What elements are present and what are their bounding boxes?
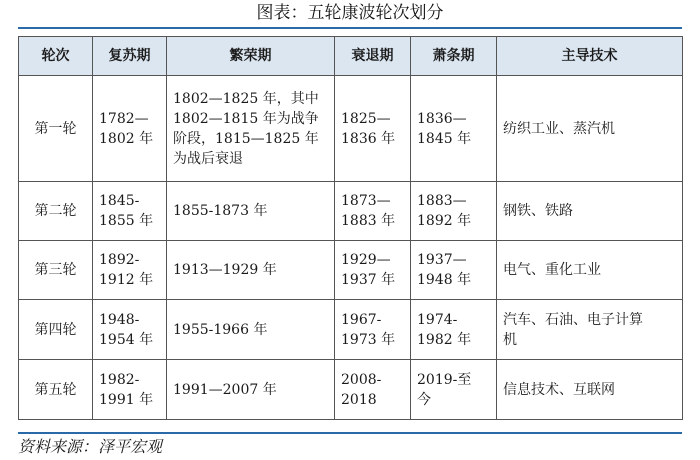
cell-leading-tech: 电气、重化工业 bbox=[497, 241, 683, 300]
cell-prosperity: 1955-1966 年 bbox=[167, 300, 335, 360]
table-row bbox=[19, 76, 683, 182]
header-recovery: 复苏期 bbox=[93, 37, 167, 76]
table-row bbox=[19, 241, 683, 300]
cell-leading-tech: 信息技术、互联网 bbox=[497, 360, 683, 420]
cell-leading-tech: 汽车、石油、电子计算 机 bbox=[497, 300, 683, 360]
cell-leading-tech: 纺织工业、蒸汽机 bbox=[497, 76, 683, 182]
cell-recovery: 1948- 1954 年 bbox=[93, 300, 167, 360]
header-leading-tech: 主导技术 bbox=[497, 37, 683, 76]
cell-recovery: 1892- 1912 年 bbox=[93, 241, 167, 300]
cell-recession: 1873— 1883 年 bbox=[335, 182, 411, 241]
source-note: 资料来源：泽平宏观 bbox=[18, 437, 163, 456]
cell-recovery: 1782— 1802 年 bbox=[93, 76, 167, 182]
cell-depression: 1883— 1892 年 bbox=[411, 182, 497, 241]
cell-recession: 2008- 2018 bbox=[335, 360, 411, 420]
cell-recession: 1967- 1973 年 bbox=[335, 300, 411, 360]
top-rule bbox=[18, 27, 682, 29]
cell-depression: 1937— 1948 年 bbox=[411, 241, 497, 300]
header-recession: 衰退期 bbox=[335, 37, 411, 76]
header-round: 轮次 bbox=[19, 37, 93, 76]
cell-recession: 1929— 1937 年 bbox=[335, 241, 411, 300]
cell-round: 第三轮 bbox=[19, 241, 93, 300]
cell-prosperity: 1991—2007 年 bbox=[167, 360, 335, 420]
cell-round: 第一轮 bbox=[19, 76, 93, 182]
cell-depression: 1836— 1845 年 bbox=[411, 76, 497, 182]
cell-round: 第二轮 bbox=[19, 182, 93, 241]
cell-recession: 1825— 1836 年 bbox=[335, 76, 411, 182]
header-depression: 萧条期 bbox=[411, 37, 497, 76]
cell-depression: 1974- 1982 年 bbox=[411, 300, 497, 360]
cell-leading-tech: 钢铁、铁路 bbox=[497, 182, 683, 241]
table-row bbox=[19, 360, 683, 420]
cell-round: 第四轮 bbox=[19, 300, 93, 360]
cell-recovery: 1982- 1991 年 bbox=[93, 360, 167, 420]
table-row bbox=[19, 182, 683, 241]
kondratiev-cycle-table bbox=[18, 36, 683, 420]
cell-recovery: 1845- 1855 年 bbox=[93, 182, 167, 241]
bottom-rule bbox=[18, 432, 682, 434]
cell-round: 第五轮 bbox=[19, 360, 93, 420]
page-title: 图表：五轮康波轮次划分 bbox=[256, 3, 444, 23]
header-prosperity: 繁荣期 bbox=[167, 37, 335, 76]
table-row bbox=[19, 300, 683, 360]
table-header-row bbox=[19, 37, 683, 76]
cell-prosperity: 1913—1929 年 bbox=[167, 241, 335, 300]
cell-prosperity: 1855-1873 年 bbox=[167, 182, 335, 241]
cell-depression: 2019-至 今 bbox=[411, 360, 497, 420]
cell-prosperity: 1802—1825 年，其中 1802—1815 年为战争 阶段，1815—1825 年 为战后衰退 bbox=[167, 76, 335, 182]
